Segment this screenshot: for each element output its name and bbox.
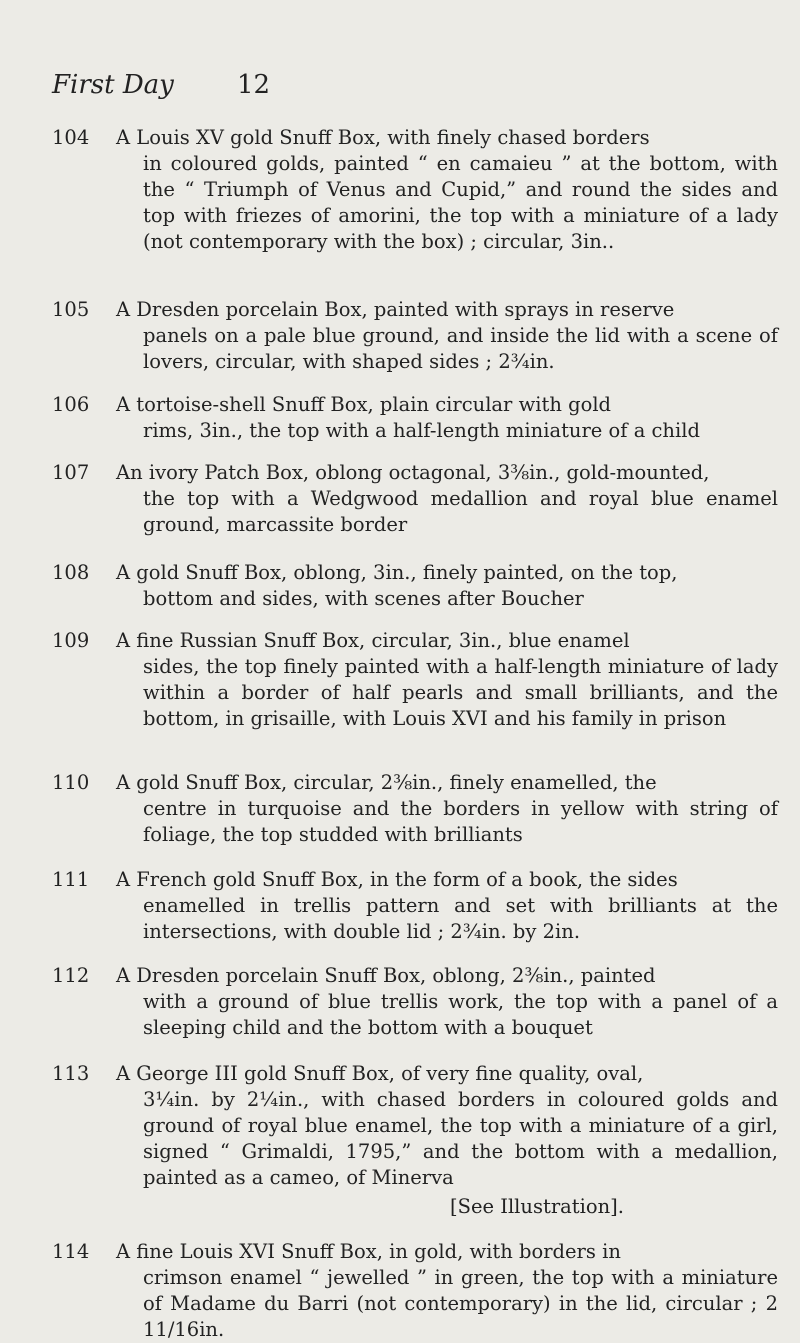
- lot-description: A Dresden porcelain Snuff Box, oblong, 2⅜in., painted with a ground of blue trellis work, the top with a panel of a sleeping child and the bottom with a bouquet: [116, 964, 778, 1039]
- page-header: [52, 70, 760, 100]
- lot-number: 105: [52, 298, 90, 321]
- lot-number: 114: [52, 1240, 90, 1263]
- lot-description: A tortoise-shell Snuff Box, plain circular with gold rims, 3in., the top with a half-length miniature of a child: [116, 393, 700, 442]
- lot-number: 107: [52, 461, 90, 484]
- lot-number: 104: [52, 126, 90, 149]
- lot-number: 110: [52, 771, 90, 794]
- lot-description: A French gold Snuff Box, in the form of a book, the sides enamelled in trellis pattern and set with brilliants at the intersections, with double lid ; 2¾in. by 2in.: [116, 868, 778, 943]
- lot-number: 111: [52, 868, 90, 891]
- page-number: 12: [237, 70, 271, 100]
- lot-description: A George III gold Snuff Box, of very fine quality, oval, 3¼in. by 2¼in., with chased borders in coloured golds and ground of royal blue enamel, the top with a miniature of a girl, signed “ Grimaldi, 1795,” and the bottom with a medallion, painted as a cameo, of Minerva: [116, 1062, 778, 1189]
- lot-description: A Louis XV gold Snuff Box, with finely chased borders in coloured golds, painted “ en camaieu ” at the bottom, with the “ Triumph of Venus and Cupid,” and round the sides and top with friezes of amorini, the top with a miniature of a lady (not contemporary with the box) ; circular, 3in..: [116, 126, 778, 253]
- header-title: First Day: [52, 70, 174, 100]
- lot-number: 113: [52, 1062, 90, 1085]
- see-illustration-note: [See Illustration].: [450, 1195, 624, 1218]
- lot-number: 112: [52, 964, 90, 987]
- lot-number: 108: [52, 561, 90, 584]
- lot-description: A gold Snuff Box, circular, 2⅜in., finely enamelled, the centre in turquoise and the borders in yellow with string of foliage, the top studded with brilliants: [116, 771, 778, 846]
- lot-number: 109: [52, 629, 90, 652]
- lot-description: An ivory Patch Box, oblong octagonal, 3⅜in., gold-mounted, the top with a Wedgwood medallion and royal blue enamel ground, marcassite border: [116, 461, 778, 536]
- lot-description: A fine Louis XVI Snuff Box, in gold, with borders in crimson enamel “ jewelled ” in green, the top with a miniature of Madame du Barri (not contemporary) in the lid, circular ; 2 11/16in.: [116, 1240, 778, 1341]
- lot-description: A Dresden porcelain Box, painted with sprays in reserve panels on a pale blue ground, and inside the lid with a scene of lovers, circular, with shaped sides ; 2¾in.: [116, 298, 778, 373]
- lot-description: A fine Russian Snuff Box, circular, 3in., blue enamel sides, the top finely painted with a half-length miniature of lady within a border of half pearls and small brilliants, and the bottom, in grisaille, with Louis XVI and his family in prison: [116, 629, 778, 730]
- lot-description: A gold Snuff Box, oblong, 3in., finely painted, on the top, bottom and sides, with scenes after Boucher: [116, 561, 678, 610]
- lot-number: 106: [52, 393, 90, 416]
